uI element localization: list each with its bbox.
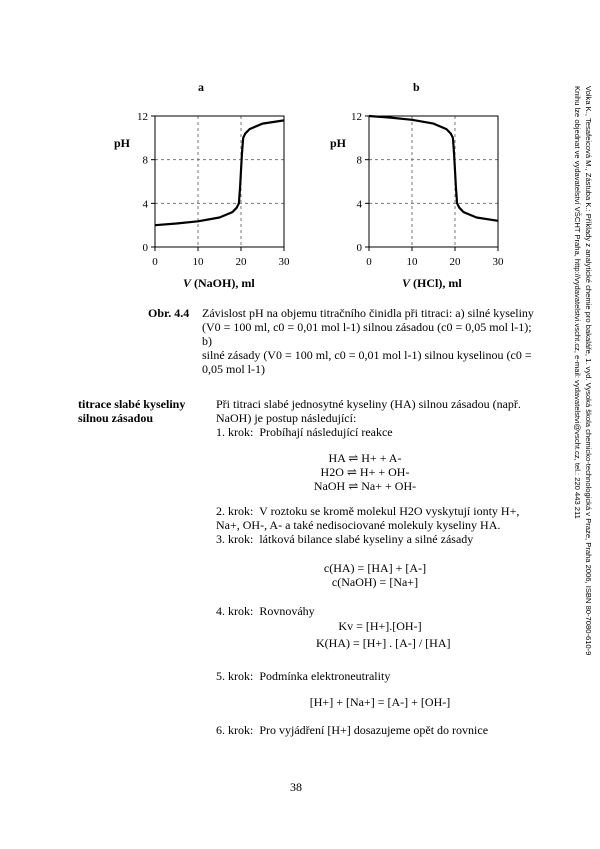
side-note-line-2: Knihu lze objednat ve vydavatelství VŠCHT Praha, http://vydavatelstvi.vscht.cz, e-mail: vydavatelstvi@vscht.cz, tel.: 220 443 211 [573,86,582,519]
reaction-list [290,451,440,493]
step-2-line-2: Na+, OH-, A- a také nedisociované molekuly kyseliny HA. [216,518,501,532]
step-3 [216,532,546,546]
equilibrium-acid: K(HA) = [H+] . [A-] / [HA] [316,636,451,650]
panel-a-ylabel: pH [114,136,131,150]
panel-a-xlabel-var: V [183,276,192,290]
caption-line-1: Závislost pH na objemu titračního činidla při titraci: a) silné kyseliny [202,306,534,320]
side-note-line-1: Volka K., Tesafeicová M., Zástuba K.: Příklady z analytické chemie pro bakaláře, 1. vyd. Vysoká škola chemicko-technologická v Praze, Praha 2006, ISBN 80-7080-610-9 [584,86,593,656]
plot-panel-a [137,111,290,268]
section-intro [216,397,546,439]
x-tick-label: 10 [192,256,204,268]
y-tick-label: 8 [356,154,362,167]
reaction-2: H2O ⇌ H+ + OH- [320,465,410,479]
step-5-label: 5. krok: [216,669,254,683]
step-1 [216,425,546,439]
step-1-text: Probíhají následující reakce [259,425,393,439]
titration-curve [369,116,498,221]
figure-caption [202,306,542,376]
balance-1: c(HA) = [HA] + [A-] [323,561,427,575]
step-6 [216,723,546,737]
x-tick-label: 30 [278,256,290,268]
panel-a-xlabel [183,276,255,290]
step-6-label: 6. krok: [216,723,254,737]
step-3-label: 3. krok: [216,532,254,546]
caption-line-4: 0,05 mol l-1) [202,362,265,376]
x-tick-label: 20 [449,256,461,268]
y-tick-label: 12 [351,111,362,123]
panel-a-xlabel-rest: (NaOH), ml [191,276,255,290]
electroneutrality-equation: [H+] + [Na+] = [A-] + [OH-] [309,695,451,709]
step-6-text: Pro vyjádření [H+] dosazujeme opět do rovnice [259,723,489,737]
y-tick-label: 12 [137,111,148,123]
step-3-text: látková bilance slabé kyseliny a silné zásady [259,532,474,546]
reaction-3: NaOH ⇌ Na+ + OH- [313,479,417,493]
x-tick-label: 0 [366,256,372,268]
page-number: 38 [290,780,302,794]
section-side-heading [78,397,185,425]
panel-b-letter: b [413,80,420,94]
intro-line-2: NaOH) je postup následující: [216,411,357,425]
y-tick-label: 4 [142,198,148,211]
y-tick-label: 8 [142,154,148,167]
plot-frame [369,116,498,247]
balance-2: c(NaOH) = [Na+] [331,575,419,589]
panel-b-xlabel-rest: (HCl), ml [410,276,462,290]
side-heading-line-1: titrace slabé kyseliny [78,397,186,411]
reaction-1: HA ⇌ H+ + A- [328,451,402,465]
plot-frame [155,116,284,247]
panel-a-letter: a [198,80,204,94]
step-4-label: 4. krok: [216,604,254,618]
x-tick-label: 30 [492,256,504,268]
intro-line-1: Při titraci slabé jednosytné kyseliny (HA) silnou zásadou (např. [216,397,521,411]
x-tick-label: 20 [235,256,247,268]
y-tick-label: 4 [356,198,362,211]
step-2-label: 2. krok: [216,504,254,518]
step-4-text: Rovnováhy [259,604,315,618]
x-tick-label: 0 [152,256,158,268]
caption-line-2: (V0 = 100 ml, c0 = 0,01 mol l-1) silnou zásadou (c0 = 0,05 mol l-1); b) [202,320,532,348]
side-heading-line-2: silnou zásadou [78,411,154,425]
step-5-text: Podmínka elektroneutrality [259,669,391,683]
y-tick-label: 0 [142,242,148,254]
panel-b-ylabel: pH [330,136,347,150]
step-1-label: 1. krok: [216,425,254,439]
titration-curve [155,120,284,225]
equilibrium-water: Kv = [H+].[OH-] [338,619,422,633]
x-tick-label: 10 [406,256,418,268]
titration-figure [0,0,600,300]
caption-line-3: silné zásady (V0 = 100 ml, c0 = 0,01 mol l-1) silnou kyselinou (c0 = [202,348,532,362]
panel-b-xlabel [402,276,462,290]
step-5 [216,669,390,683]
panel-b-xlabel-var: V [402,276,411,290]
step-2-line-1 [216,504,546,518]
step-2 [216,504,546,546]
step-2-text-1: V roztoku se kromě molekul H2O vyskytují ionty H+, [259,504,520,518]
plot-panel-b [351,111,504,268]
mass-balance [300,561,450,589]
caption-label: Obr. 4.4 [148,306,190,320]
step-4 [216,604,315,618]
y-tick-label: 0 [356,242,362,254]
